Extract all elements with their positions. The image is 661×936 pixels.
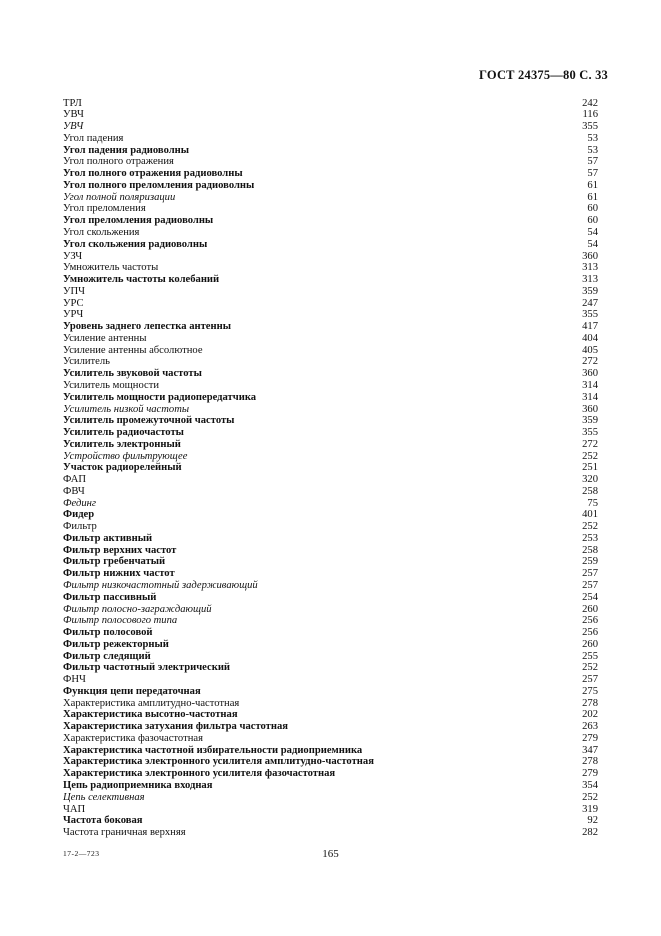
index-page-ref: 257: [582, 674, 598, 686]
index-page-ref: 61: [587, 191, 598, 203]
index-entry: [63, 98, 598, 110]
index-page-ref: 116: [582, 109, 598, 121]
index-page-ref: 278: [582, 697, 598, 709]
index-page-ref: 252: [582, 521, 598, 533]
index-entry: [63, 604, 598, 616]
index-term: Цепь радиоприемника входная: [63, 780, 213, 791]
index-term: Усиление антенны абсолютное: [63, 344, 203, 356]
index-page-ref: 258: [582, 544, 598, 556]
index-term: УЗЧ: [63, 250, 83, 262]
index-entry: [63, 474, 598, 486]
index-page-ref: 75: [587, 497, 598, 509]
index-entry: [63, 404, 598, 416]
index-term: УВЧ: [63, 109, 84, 121]
index-page-ref: 401: [582, 509, 598, 521]
index-entry: [63, 509, 598, 521]
index-term: Характеристика фазочастотная: [63, 732, 203, 744]
page-header: ГОСТ 24375—80 С. 33: [479, 68, 608, 82]
index-entry: [63, 251, 598, 263]
index-entry: [63, 498, 598, 510]
index-term: Умножитель частоты: [63, 262, 159, 274]
index-term: Усилитель низкой частоты: [63, 403, 190, 415]
index-entry: [63, 627, 598, 639]
index-term: Угол полного отражения радиоволны: [63, 168, 243, 180]
index-entry: [63, 109, 598, 121]
index-term: Угол преломления радиоволны: [63, 215, 214, 227]
index-term: Угол падения радиоволны: [63, 144, 190, 156]
index-term: Усилитель: [63, 356, 111, 368]
index-term: Фильтр полосовой: [63, 627, 153, 639]
index-page-ref: 355: [582, 121, 598, 133]
index-term: ТРЛ: [63, 97, 82, 109]
index-page-ref: 257: [582, 579, 598, 591]
index-page-ref: 260: [582, 638, 598, 650]
index-entry: [63, 545, 598, 557]
index-page-ref: 405: [582, 344, 598, 356]
index-page-ref: 279: [582, 768, 598, 780]
index-term: Фединг: [63, 497, 97, 509]
index-page-ref: 354: [582, 780, 598, 791]
index-entry: [63, 298, 598, 310]
index-page-ref: 417: [582, 321, 598, 333]
index-page-ref: 60: [587, 215, 598, 227]
index-entry: [63, 792, 598, 804]
index-entry: [63, 121, 598, 133]
index-page-ref: 251: [582, 462, 598, 474]
index-entry: [63, 486, 598, 498]
index-page-ref: 347: [582, 744, 598, 756]
index-term: Угол полной поляризации: [63, 191, 176, 203]
index-term: Характеристика электронного усилителя фазочастотная: [63, 768, 336, 780]
index-page-ref: 313: [582, 274, 598, 286]
index-entry: [63, 439, 598, 451]
index-term: Умножитель частоты колебаний: [63, 274, 220, 286]
index-page-ref: 279: [582, 732, 598, 744]
index-entry: [63, 768, 598, 780]
index-term: Усилитель радиочастоты: [63, 427, 184, 439]
index-page-ref: 57: [587, 156, 598, 168]
index-term: Фильтр гребенчатый: [63, 556, 166, 568]
index-page-ref: 252: [582, 662, 598, 674]
index-entry: [63, 333, 598, 345]
index-entry: [63, 686, 598, 698]
index-entry: [63, 815, 598, 827]
index-entry: [63, 662, 598, 674]
index-term: ЧАП: [63, 803, 86, 815]
index-term: Характеристика частотной избирательности радиоприемника: [63, 744, 363, 756]
index-term: Характеристика затухания фильтра частотная: [63, 721, 288, 733]
index-term: Фильтр активный: [63, 532, 153, 544]
index-page-ref: 54: [587, 238, 598, 250]
index-term: Характеристика электронного усилителя амплитудно-частотная: [63, 756, 374, 768]
index-page-ref: 359: [582, 285, 598, 297]
index-entry: [63, 804, 598, 816]
index-entry: [63, 827, 598, 839]
index-page-ref: 253: [582, 532, 598, 544]
index-entry: [63, 745, 598, 757]
index-entry: [63, 533, 598, 545]
index-entry: [63, 286, 598, 298]
index-page-ref: 260: [582, 603, 598, 615]
index-entry: [63, 133, 598, 145]
index-term: Фильтр полосно-заграждающий: [63, 603, 212, 615]
index-term: УРС: [63, 297, 84, 309]
index-page-ref: 404: [582, 332, 598, 344]
index-entry: [63, 615, 598, 627]
index-entry: [63, 239, 598, 251]
index-entry: [63, 698, 598, 710]
index-term: Усилитель мощности радиопередатчика: [63, 391, 257, 403]
index-page-ref: 282: [582, 827, 598, 839]
index-term: Уровень заднего лепестка антенны: [63, 321, 231, 333]
index-entry: [63, 309, 598, 321]
index-page-ref: 256: [582, 627, 598, 639]
index-page-ref: 355: [582, 427, 598, 439]
index-term: Усилитель мощности: [63, 379, 160, 391]
index-entry: [63, 674, 598, 686]
index-entry: [63, 262, 598, 274]
index-entry: [63, 462, 598, 474]
index-term: Фильтр верхних частот: [63, 544, 177, 556]
print-code: 17-2—723: [63, 849, 100, 858]
index-page-ref: 60: [587, 203, 598, 215]
index-term: Угол полного отражения: [63, 156, 174, 168]
index-page-ref: 53: [587, 132, 598, 144]
index-page-ref: 53: [587, 144, 598, 156]
index-entry: [63, 709, 598, 721]
index-term: УРЧ: [63, 309, 84, 321]
index-entry: [63, 415, 598, 427]
index-term: Участок радиорелейный: [63, 462, 182, 474]
index-term: Устройство фильтрующее: [63, 450, 188, 462]
index-entry: [63, 580, 598, 592]
index-page-ref: 242: [582, 97, 598, 109]
index-term: Цепь селективная: [63, 791, 145, 803]
index-term: Фильтр следящий: [63, 650, 151, 662]
index-term: Усилитель электронный: [63, 438, 181, 450]
index-page-ref: 313: [582, 262, 598, 274]
index-entry: [63, 556, 598, 568]
index-term: ФВЧ: [63, 485, 85, 497]
index-entry: [63, 392, 598, 404]
index-page-ref: 275: [582, 685, 598, 697]
index-page-ref: 258: [582, 485, 598, 497]
index-entry: [63, 639, 598, 651]
index-term: Фильтр: [63, 521, 97, 533]
index-page-ref: 360: [582, 250, 598, 262]
index-page-ref: 247: [582, 297, 598, 309]
index-page-ref: 54: [587, 227, 598, 239]
index-term: Характеристика высотно-частотная: [63, 709, 238, 721]
index-term: Фидер: [63, 509, 95, 521]
index-page-ref: 314: [582, 379, 598, 391]
index-entry: [63, 380, 598, 392]
page-number: 165: [322, 848, 339, 860]
index-entry: [63, 521, 598, 533]
index-term: ФАП: [63, 474, 87, 486]
index-term: Угол скольжения: [63, 227, 140, 239]
index-page-ref: 252: [582, 791, 598, 803]
index-page-ref: 314: [582, 391, 598, 403]
index-entry: [63, 227, 598, 239]
index-term: УВЧ: [63, 121, 84, 133]
index-page-ref: 254: [582, 591, 598, 603]
index-term: Фильтр нижних частот: [63, 568, 175, 580]
index-entry: [63, 756, 598, 768]
index-term: Частота боковая: [63, 815, 143, 827]
index-page-ref: 259: [582, 556, 598, 568]
index-term: Фильтр частотный электрический: [63, 662, 231, 674]
index-page-ref: 319: [582, 803, 598, 815]
index-term: УПЧ: [63, 285, 86, 297]
index-term: Фильтр пассивный: [63, 591, 157, 603]
index-entry: [63, 345, 598, 357]
index-page-ref: 263: [582, 721, 598, 733]
index-page-ref: 360: [582, 403, 598, 415]
index-entry: [63, 427, 598, 439]
index-entry: [63, 568, 598, 580]
index-term: Угол полного преломления радиоволны: [63, 179, 255, 191]
index-term: Усилитель промежуточной частоты: [63, 415, 235, 427]
index-term: Усилитель звуковой частоты: [63, 368, 202, 380]
index-entry: [63, 451, 598, 463]
index-page-ref: 360: [582, 368, 598, 380]
index-entry: [63, 168, 598, 180]
index-page-ref: 57: [587, 168, 598, 180]
index-term: Усиление антенны: [63, 332, 147, 344]
index-term: Угол скольжения радиоволны: [63, 238, 208, 250]
index-page-ref: 256: [582, 615, 598, 627]
index-entry: [63, 721, 598, 733]
index-term: Угол преломления: [63, 203, 146, 215]
index-term: Фильтр полосового типа: [63, 615, 178, 627]
index-entry: [63, 145, 598, 157]
index-entry: [63, 651, 598, 663]
index-page-ref: 257: [582, 568, 598, 580]
index-entry: [63, 356, 598, 368]
index-entry: [63, 368, 598, 380]
index-page-ref: 255: [582, 650, 598, 662]
index-page-ref: 252: [582, 450, 598, 462]
index-entry: [63, 780, 598, 792]
index-term: Функция цепи передаточная: [63, 685, 201, 697]
index-page-ref: 272: [582, 356, 598, 368]
index-term: Угол падения: [63, 132, 124, 144]
index-entry: [63, 321, 598, 333]
index-term: Фильтр режекторный: [63, 638, 169, 650]
index-entry: [63, 274, 598, 286]
index-term: ФНЧ: [63, 674, 86, 686]
index-page-ref: 61: [587, 179, 598, 191]
index-entry: [63, 192, 598, 204]
index-entry: [63, 203, 598, 215]
index-page-ref: 278: [582, 756, 598, 768]
index-term: Фильтр низкочастотный задерживающий: [63, 579, 258, 591]
index-entry: [63, 156, 598, 168]
index-term: Характеристика амплитудно-частотная: [63, 697, 240, 709]
index-term: Частота граничная верхняя: [63, 827, 186, 839]
index-entry: [63, 180, 598, 192]
index-page-ref: 202: [582, 709, 598, 721]
index-page-ref: 320: [582, 474, 598, 486]
index-page-ref: 355: [582, 309, 598, 321]
index-entry: [63, 592, 598, 604]
index-page-ref: 272: [582, 438, 598, 450]
index-list: [63, 98, 598, 839]
index-entry: [63, 733, 598, 745]
index-page-ref: 92: [587, 815, 598, 827]
index-page-ref: 359: [582, 415, 598, 427]
index-entry: [63, 215, 598, 227]
